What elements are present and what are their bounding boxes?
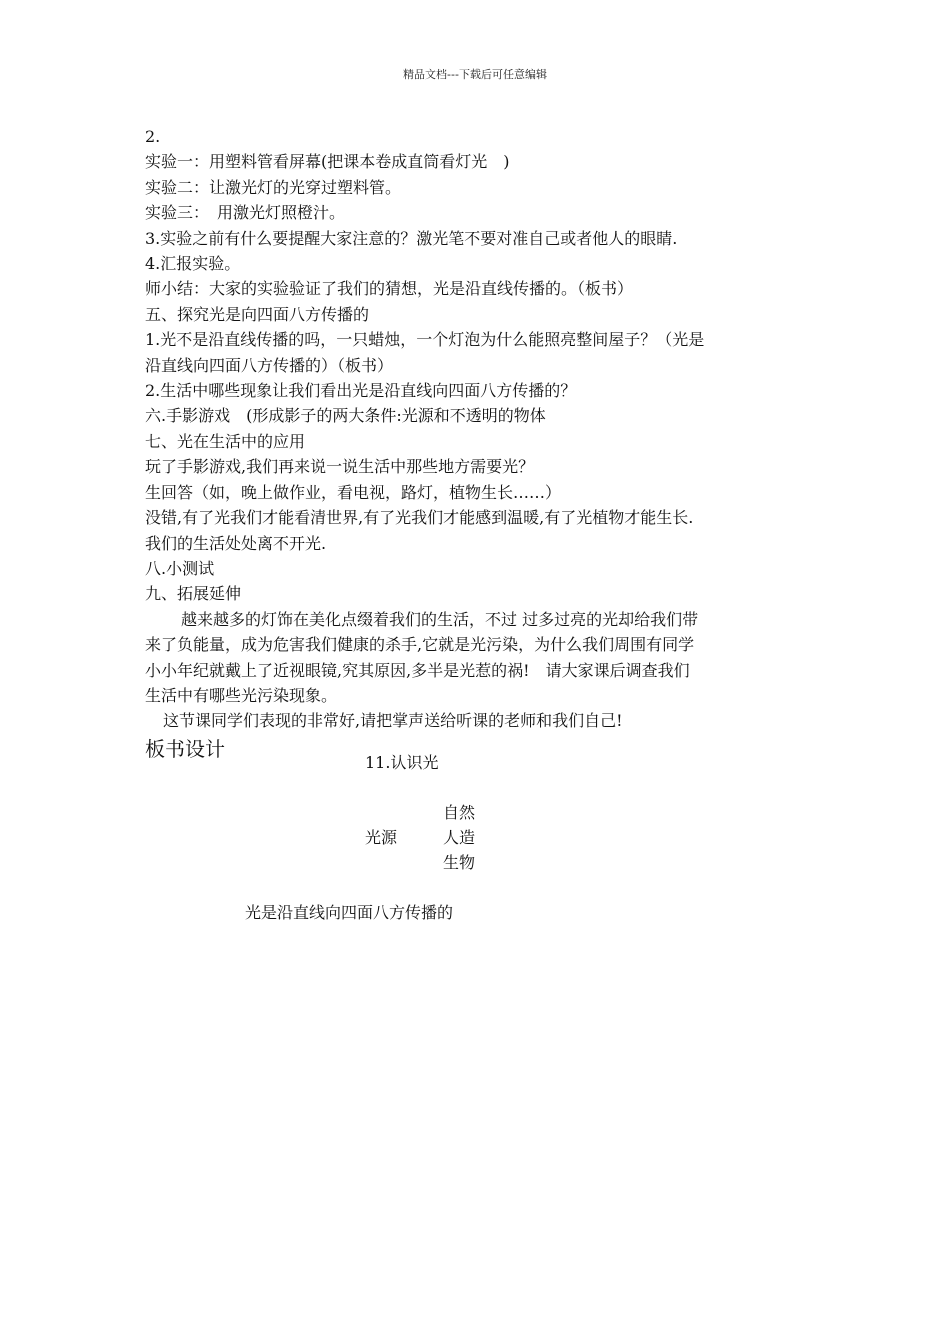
paragraph-line: 生活中有哪些光污染现象。 xyxy=(145,685,338,705)
paragraph-line: 来了负能量，成为危害我们健康的杀手,它就是光污染，为什么我们周围有同学 xyxy=(145,635,695,655)
text-line: 4.汇报实验。 xyxy=(145,254,241,274)
text-line: 我们的生活处处离不开光. xyxy=(145,533,327,553)
board-conclusion: 光是沿直线向四面八方传播的 xyxy=(245,903,454,922)
paragraph-line: 越来越多的灯饰在美化点缀着我们的生活，不过 过多过亮的光却给我们带 xyxy=(181,609,699,629)
closing-line: 这节课同学们表现的非常好,请把掌声送给听课的老师和我们自己! xyxy=(163,711,623,731)
section-heading: 八.小测试 xyxy=(145,558,215,578)
text-line: 1.光不是沿直线传播的吗，一只蜡烛，一个灯泡为什么能照亮整间屋子？（光是 xyxy=(145,330,705,350)
text-line: 沿直线向四面八方传播的）（板书） xyxy=(145,355,394,375)
text-line: 实验一：用塑料管看屏幕(把课本卷成直筒看灯光 ) xyxy=(145,152,510,172)
section-heading: 九、拓展延伸 xyxy=(145,584,242,604)
text-line: 3.实验之前有什么要提醒大家注意的？激光笔不要对准自己或者他人的眼睛. xyxy=(145,228,678,248)
section-heading: 五、探究光是向四面八方传播的 xyxy=(145,304,370,324)
text-line: 没错,有了光我们才能看清世界,有了光我们才能感到温暖,有了光植物才能生长. xyxy=(145,508,694,528)
text-line: 2. xyxy=(145,127,161,146)
text-line: 玩了手影游戏,我们再来说一说生活中那些地方需要光？ xyxy=(145,457,535,477)
page-header: 精品文档---下载后可任意编辑 xyxy=(403,68,547,81)
section-heading: 七、光在生活中的应用 xyxy=(145,431,306,451)
source-label: 光源 xyxy=(365,828,398,847)
source-type-artificial: 人造 xyxy=(443,828,476,847)
text-line: 生回答（如，晚上做作业，看电视，路灯，植物生长……） xyxy=(145,482,562,502)
source-type-biological: 生物 xyxy=(443,853,476,872)
text-line: 实验三： 用激光灯照橙汁。 xyxy=(145,203,346,223)
text-line: 实验二：让激光灯的光穿过塑料管。 xyxy=(145,177,402,197)
text-line: 2.生活中哪些现象让我们看出光是沿直线向四面八方传播的？ xyxy=(145,381,577,401)
paragraph-line: 小小年纪就戴上了近视眼镜,究其原因,多半是光惹的祸! 请大家课后调查我们 xyxy=(145,660,690,680)
board-design-heading: 板书设计 xyxy=(145,736,225,761)
section-heading: 六.手影游戏 (形成影子的两大条件:光源和不透明的物体 xyxy=(145,406,546,426)
document-body xyxy=(145,124,825,762)
board-title: 11.认识光 xyxy=(365,753,439,772)
text-line: 师小结：大家的实验验证了我们的猜想，光是沿直线传播的。（板书） xyxy=(145,279,634,299)
source-type-natural: 自然 xyxy=(443,803,476,822)
